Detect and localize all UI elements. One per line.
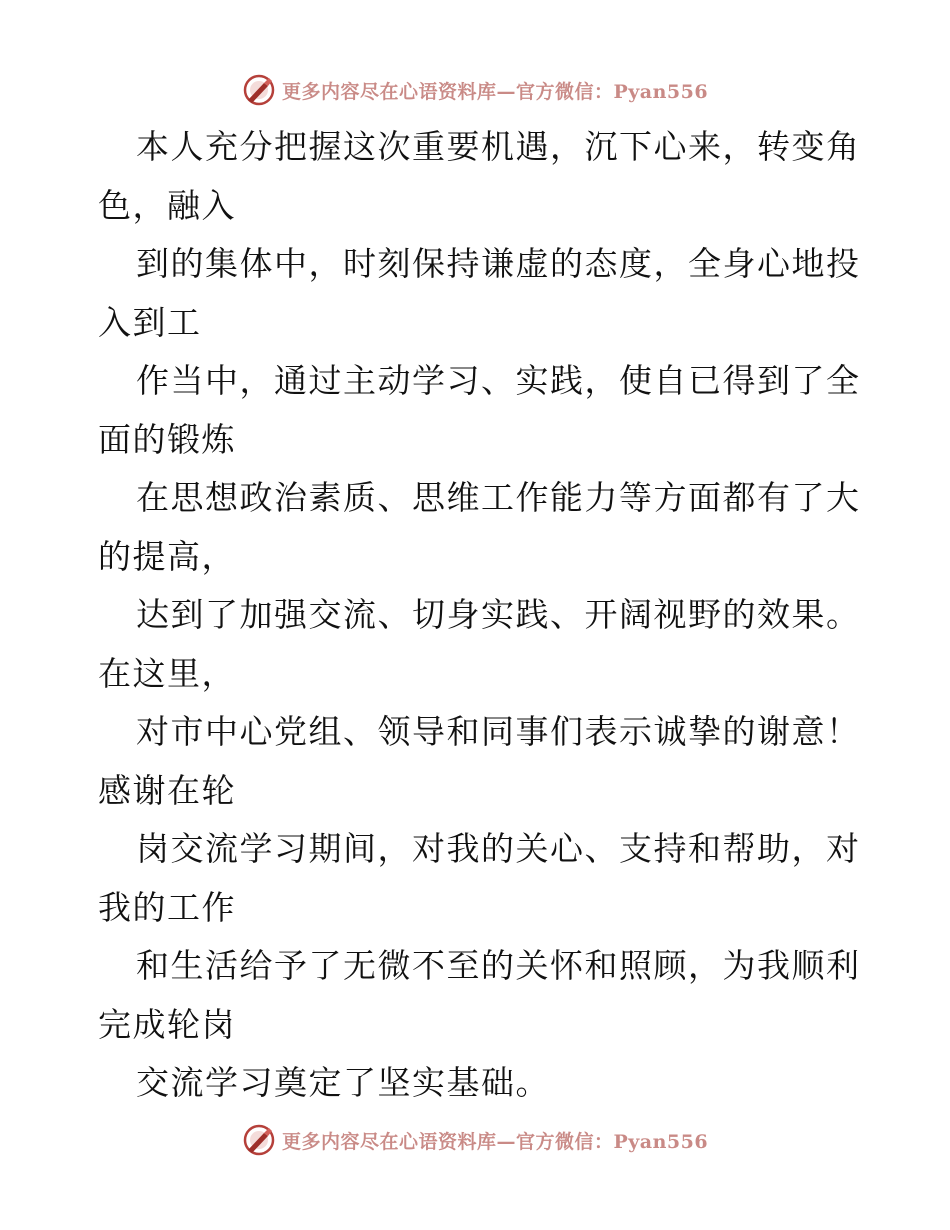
text-line: 交流学习奠定了坚实基础。 — [136, 1063, 550, 1102]
text-line: 色，融入 — [98, 185, 236, 225]
text-line: 到的集体中，时刻保持谦虚的态度，全身心地投 — [136, 244, 861, 283]
text-line: 入到工 — [98, 302, 202, 342]
text-line: 本人充分把握这次重要机遇，沉下心来，转变角 — [136, 127, 861, 166]
text-line: 在思想政治素质、思维工作能力等方面都有了大 — [136, 478, 861, 517]
text-line: 对市中心党组、领导和同事们表示诚挚的谢意！ — [136, 712, 861, 751]
pen-logo-icon — [242, 73, 276, 107]
pen-logo-icon — [242, 1123, 276, 1157]
document-body — [98, 118, 861, 1113]
text-line: 达到了加强交流、切身实践、开阔视野的效果。 — [136, 595, 861, 634]
text-line: 岗交流学习期间，对我的关心、支持和帮助，对 — [136, 829, 861, 868]
text-line: 完成轮岗 — [98, 1004, 236, 1044]
text-line: 作当中，通过主动学习、实践，使自已得到了全 — [136, 361, 861, 400]
header-watermark — [0, 70, 950, 110]
text-line: 面的锻炼 — [98, 419, 236, 459]
text-line: 和生活给予了无微不至的关怀和照顾，为我顺利 — [136, 946, 861, 985]
watermark-text: 更多内容尽在心语资料库—官方微信：Pyan556 — [281, 1130, 709, 1153]
watermark-text: 更多内容尽在心语资料库—官方微信：Pyan556 — [281, 80, 709, 103]
text-line: 感谢在轮 — [98, 770, 236, 810]
footer-watermark — [0, 1120, 950, 1160]
text-line: 的提高， — [98, 536, 236, 576]
text-line: 在这里， — [98, 653, 236, 693]
text-line: 我的工作 — [98, 887, 236, 927]
